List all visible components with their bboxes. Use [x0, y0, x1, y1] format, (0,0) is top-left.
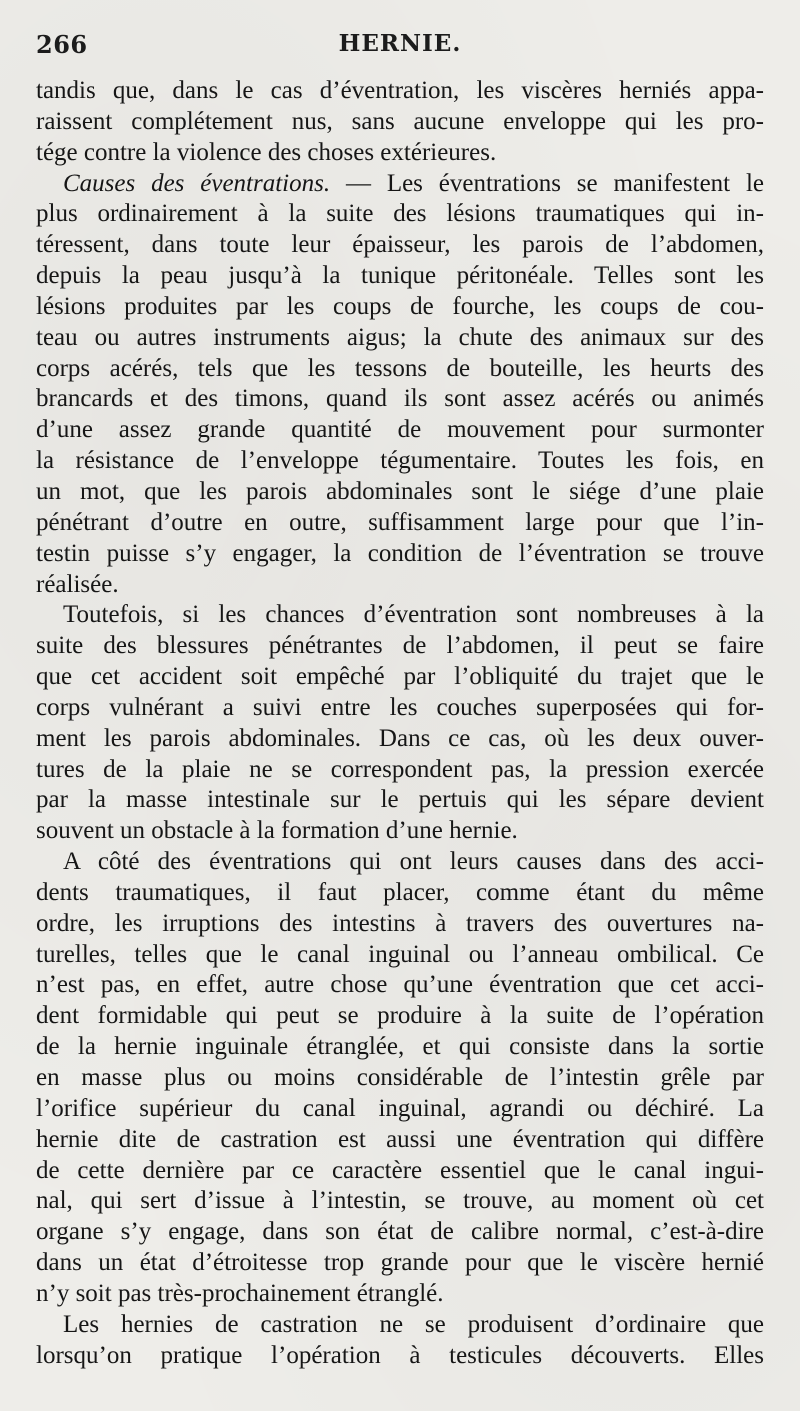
- text-line: lorsqu’on pratique l’opération à testicules découverts. Elles: [36, 1341, 764, 1369]
- text-line: téressent, dans toute leur épaisseur, les parois de l’abdomen,: [36, 231, 764, 259]
- body-text: [36, 76, 764, 1371]
- text-line: nal, qui sert d’issue à l’intestin, se trouve, au moment où cet: [36, 1187, 764, 1215]
- text-line: réalisée.: [36, 570, 119, 598]
- paragraph: [36, 169, 764, 601]
- text-line: lésions produites par les coups de fourche, les coups de cou-: [36, 292, 764, 320]
- text-line: plus ordinairement à la suite des lésions traumatiques qui in-: [36, 200, 764, 228]
- text-line: un mot, que les parois abdominales sont le siége d’une plaie: [36, 477, 764, 505]
- paragraph: [36, 600, 764, 847]
- text-line: depuis la peau jusqu’à la tunique péritonéale. Telles sont les: [36, 262, 764, 290]
- paragraph: [36, 76, 764, 169]
- text-line: d’une assez grande quantité de mouvement pour surmonter: [36, 416, 764, 444]
- text-line: ordre, les irruptions des intestins à travers des ouvertures na-: [36, 909, 764, 937]
- text-line: dans un état d’étroitesse trop grande pour que le viscère hernié: [36, 1249, 764, 1277]
- text-line: corps acérés, tels que les tessons de bouteille, les heurts des: [36, 354, 764, 382]
- text-line: testin puisse s’y engager, la condition de l’éventration se trouve: [36, 539, 764, 567]
- text-line: brancards et des timons, quand ils sont assez acérés ou animés: [36, 385, 764, 413]
- text-line: de la hernie inguinale étranglée, et qui consiste dans la sortie: [36, 1033, 764, 1061]
- text-line: corps vulnérant a suivi entre les couches superposées qui for-: [36, 693, 764, 721]
- running-title: HERNIE.: [338, 30, 462, 57]
- text-line: n’y soit pas très-prochainement étranglé.: [36, 1279, 444, 1307]
- text-line: pénétrant d’outre en outre, suffisamment large pour que l’in-: [36, 508, 764, 536]
- text-line: souvent un obstacle à la formation d’une hernie.: [36, 817, 518, 845]
- text-line: [36, 169, 764, 200]
- text-line: n’est pas, en effet, autre chose qu’une éventration que cet acci-: [36, 971, 764, 999]
- text-line: A côté des éventrations qui ont leurs causes dans des acci-: [63, 848, 764, 876]
- text-line: turelles, telles que le canal inguinal ou l’anneau ombilical. Ce: [36, 940, 764, 968]
- paragraph: [36, 1310, 764, 1372]
- running-head: [36, 30, 764, 64]
- text-line: de cette dernière par ce caractère essentiel que le canal ingui-: [36, 1156, 764, 1184]
- text-line: dents traumatiques, il faut placer, comme étant du même: [36, 878, 764, 906]
- text-line: raissent complétement nus, sans aucune enveloppe qui les pro-: [36, 107, 764, 135]
- text-line: la résistance de l’enveloppe tégumentaire. Toutes les fois, en: [36, 447, 764, 475]
- text-line: organe s’y engage, dans son état de calibre normal, c’est-à-dire: [36, 1218, 764, 1246]
- paragraph: [36, 847, 764, 1310]
- text-line: tures de la plaie ne se correspondent pas, la pression exercée: [36, 755, 764, 783]
- text-line: que cet accident soit empêché par l’obliquité du trajet que le: [36, 663, 764, 691]
- text-line: teau ou autres instruments aigus; la chute des animaux sur des: [36, 323, 764, 351]
- text-line: hernie dite de castration est aussi une éventration qui diffère: [36, 1125, 764, 1153]
- page-number: 266: [36, 30, 88, 59]
- text-span: — Les éventrations se manifestent le: [330, 169, 764, 197]
- section-lead: Causes des éventrations.: [63, 169, 331, 197]
- text-line: Les hernies de castration ne se produisent d’ordinaire que: [63, 1310, 764, 1338]
- text-line: tége contre la violence des choses extérieures.: [36, 138, 497, 166]
- text-line: Toutefois, si les chances d’éventration sont nombreuses à la: [63, 601, 764, 629]
- text-line: suite des blessures pénétrantes de l’abdomen, il peut se faire: [36, 632, 764, 660]
- text-line: dent formidable qui peut se produire à la suite de l’opération: [36, 1002, 764, 1030]
- text-line: ment les parois abdominales. Dans ce cas, où les deux ouver-: [36, 724, 764, 752]
- text-line: par la masse intestinale sur le pertuis qui les sépare devient: [36, 786, 764, 814]
- text-line: en masse plus ou moins considérable de l’intestin grêle par: [36, 1064, 764, 1091]
- text-line: tandis que, dans le cas d’éventration, les viscères herniés appa-: [36, 77, 764, 104]
- text-line: l’orifice supérieur du canal inguinal, agrandi ou déchiré. La: [36, 1094, 764, 1122]
